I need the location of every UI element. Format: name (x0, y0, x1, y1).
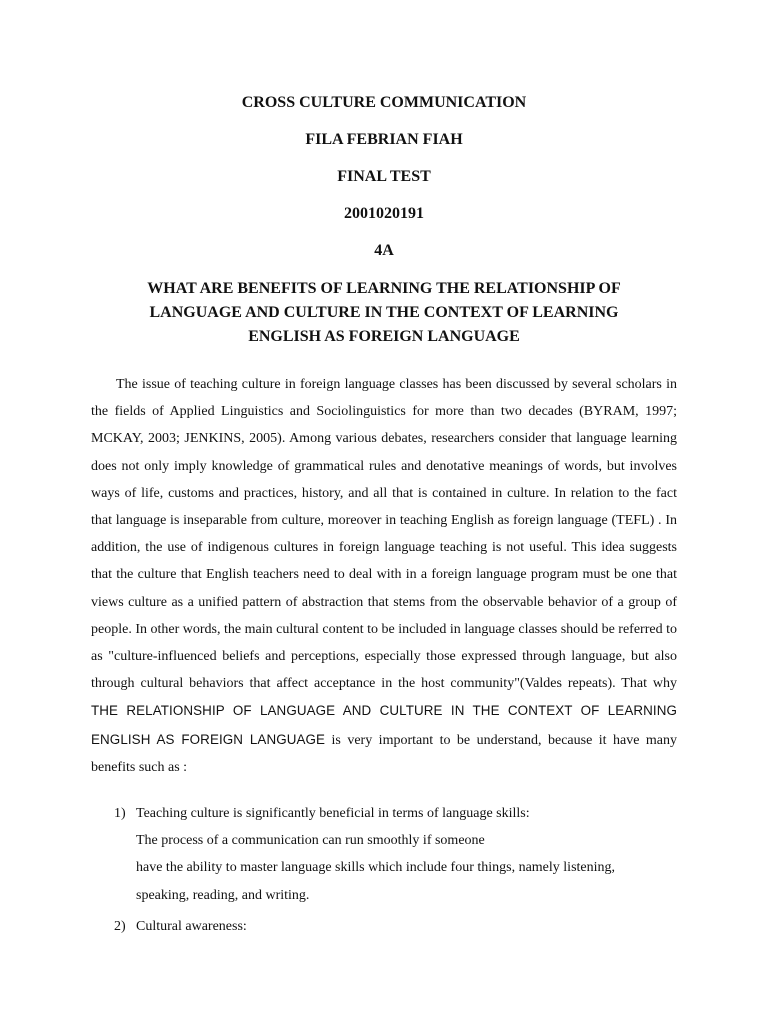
list-item-body (136, 913, 677, 940)
question-line-2: LANGUAGE AND CULTURE IN THE CONTEXT OF LEARNING (149, 304, 619, 321)
test-title: FINAL TEST (337, 168, 431, 185)
paragraph-caps-phrase: THE RELATIONSHIP OF LANGUAGE AND CULTURE IN THE CONTEXT OF LEARNING ENGLISH AS FOREIGN LANGUAGE (91, 703, 677, 747)
student-id: 2001020191 (344, 205, 424, 222)
list-item (91, 913, 677, 940)
class-label: 4A (374, 242, 394, 259)
list-item (91, 800, 677, 909)
paragraph-text-start: The issue of teaching culture in foreign language classes has been discussed by several scholars in the fields of Applied Linguistics and Sociolinguistics for more than two decades (BYRAM, 1997; MCKAY, 2003; JENKINS, 2005). Among various debates, researchers consider that language learning does not only imply knowledge of grammatical rules and denotative meanings of words, but involves ways of life, customs and practices, history, and all that is contained in culture. In relation to the fact that language is inseparable from culture, moreover in teaching English as foreign language (TEFL) . In addition, the use of indigenous cultures in foreign language teaching is not useful. This idea suggests that the culture that English teachers need to deal with in a foreign language program must be one that views culture as a unified pattern of abstraction that stems from the observable behavior of a group of people. In other words, the main cultural content to be included in language classes should be referred to as "culture-influenced beliefs and perceptions, especially those expressed through language, but also through cultural behaviors that affect acceptance in the host community"(Valdes repeats). That why (91, 377, 677, 692)
document-header (90, 92, 678, 349)
question-line-1: WHAT ARE BENEFITS OF LEARNING THE RELATIONSHIP OF (147, 280, 621, 297)
list-item-body (136, 800, 677, 909)
list-item-title: Cultural awareness: (136, 918, 247, 934)
list-item-number: 1) (114, 806, 126, 821)
list-item-text: have the ability to master language skills which include four things, namely listening, (136, 860, 616, 876)
benefits-list (91, 800, 677, 944)
paragraph-text-end: is very important to be understand, because it have many benefits such as : (91, 732, 677, 775)
course-title: CROSS CULTURE COMMUNICATION (241, 94, 527, 111)
list-item-number: 2) (114, 918, 126, 934)
question-line-3: ENGLISH AS FOREIGN LANGUAGE (248, 328, 520, 345)
student-name: FILA FEBRIAN FIAH (305, 131, 463, 148)
body-paragraph (91, 371, 677, 781)
list-item-text: speaking, reading, and writing. (136, 887, 310, 903)
list-item-text: The process of a communication can run smoothly if someone (136, 833, 485, 849)
list-item-title: Teaching culture is significantly beneficial in terms of language skills: (136, 806, 530, 821)
